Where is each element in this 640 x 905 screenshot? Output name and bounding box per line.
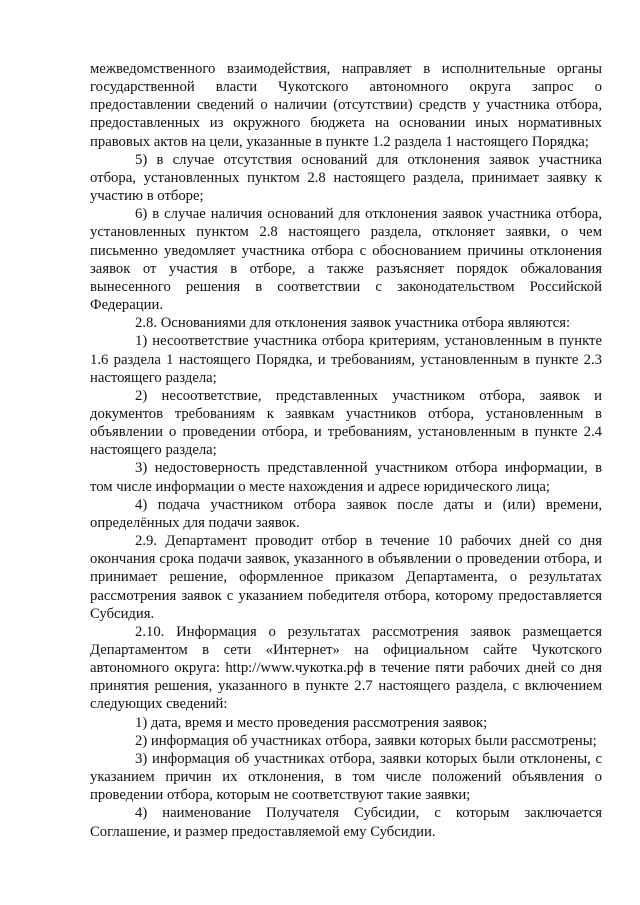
paragraph-2-8-item-4: 4) подача участником отбора заявок после даты и (или) времени, определённых для подачи заявок.	[90, 496, 602, 531]
paragraph-item-5: 5) в случае отсутствия оснований для отклонения заявок участника отбора, установленных пунктом 2.8 настоящего раздела, принимает заявку к участию в отборе;	[90, 151, 602, 205]
paragraph-2-10-item-3: 3) информация об участниках отбора, заявки которых были отклонены, с указанием причин их отклонения, в том числе положений объявления о проведении отбора, которым не соответствуют такие заявки;	[90, 750, 602, 804]
paragraph-section-2-8: 2.8. Основаниями для отклонения заявок участника отбора являются:	[135, 315, 571, 332]
paragraph-continuation-4: межведомственного взаимодействия, направляет в исполнительные органы государственной власти Чукотского автономного округа запрос о предоставлении сведений о наличии (отсутствии) средств у участника отбора, предоставленных из окружного бюджета на основании иных нормативных правовых актов на цели, указанные в пункте 1.2 раздела 1 настоящего Порядка;	[90, 61, 602, 150]
paragraph-section-2-9: 2.9. Департамент проводит отбор в течение 10 рабочих дней со дня окончания срока подачи заявок, указанного в объявлении о проведении отбора, и принимает решение, оформленное приказом Департамента, о результатах рассмотрения заявок с указанием победителя отбора, которому предоставляется Субсидия.	[90, 533, 602, 622]
document-page	[90, 60, 602, 841]
paragraph-2-8-item-2: 2) несоответствие, представленных участником отбора, заявок и документов требованиям к заявкам участников отбора, установленным в объявлении о проведении отбора, и требованиям, установленным в пункте 2.4 настоящего раздела;	[90, 387, 602, 459]
paragraph-2-8-item-3: 3) недостоверность представленной участником отбора информации, в том числе информации о месте нахождения и адресе юридического лица;	[90, 460, 602, 495]
paragraph-2-10-item-1: 1) дата, время и место проведения рассмотрения заявок;	[135, 714, 488, 731]
paragraph-2-10-item-4: 4) наименование Получателя Субсидии, с которым заключается Соглашение, и размер предоставляемой ему Субсидии.	[90, 805, 602, 840]
paragraph-item-6: 6) в случае наличия оснований для отклонения заявок участника отбора, установленных пунктом 2.8 настоящего раздела, отклоняет заявки, о чем письменно уведомляет участника отбора с обоснованием причины отклонения заявок от участия в отборе, а также разъясняет порядок обжалования вынесенного решения в соответствии с законодательством Российской Федерации.	[90, 206, 602, 314]
paragraph-section-2-10: 2.10. Информация о результатах рассмотрения заявок размещается Департаментом в сети «Интернет» на официальном сайте Чукотского автономного округа: http://www.чукотка.рф в течение пяти рабочих дней со дня принятия решения, указанного в пункте 2.7 настоящего раздела, с включением следующих сведений:	[90, 623, 602, 713]
paragraph-2-8-item-1: 1) несоответствие участника отбора критериям, установленным в пункте 1.6 раздела 1 настоящего Порядка, и требованиям, установленным в пункте 2.3 настоящего раздела;	[90, 333, 602, 386]
paragraph-2-10-item-2: 2) информация об участниках отбора, заявки которых были рассмотрены;	[135, 732, 597, 749]
